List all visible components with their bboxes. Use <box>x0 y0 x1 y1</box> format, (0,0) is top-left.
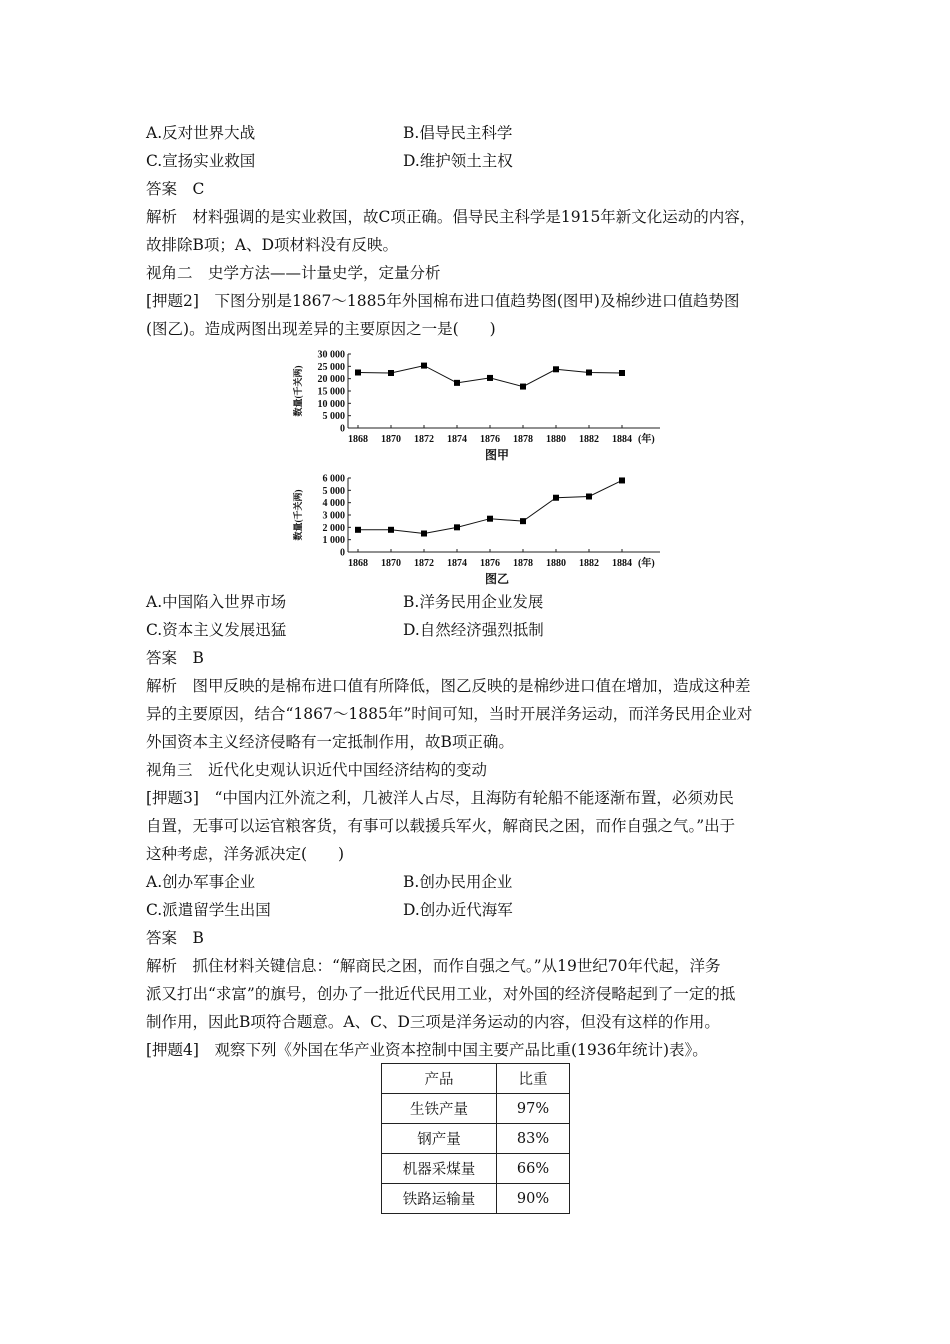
q3-stem-line: 这种考虑，洋务派决定( ) <box>146 845 345 863</box>
y-axis-label: 数量(千关两) <box>293 365 303 417</box>
table-row <box>382 1094 570 1124</box>
q1-analysis-line: 故排除B项；A、D项材料没有反映。 <box>146 236 399 254</box>
data-point <box>355 527 361 533</box>
q4-stem: [押题4] 观察下列《外国在华产业资本控制中国主要产品比重(1936年统计)表》。 <box>146 1041 708 1059</box>
table-header-cell: 产品 <box>382 1064 497 1094</box>
data-point <box>619 477 625 483</box>
chart-yi-svg <box>285 470 685 586</box>
data-point <box>586 370 592 376</box>
data-point <box>553 366 559 372</box>
table-cell-product: 机器采煤量 <box>382 1154 497 1184</box>
data-point <box>388 370 394 376</box>
data-point <box>586 494 592 500</box>
q2-analysis-line: 解析 图甲反映的是棉布进口值有所降低，图乙反映的是棉纱进口值在增加，造成这种差 <box>146 677 751 695</box>
table-header-cell: 比重 <box>497 1064 570 1094</box>
data-point <box>421 531 427 537</box>
x-tick-label: 1872 <box>414 558 434 569</box>
x-tick-label: 1876 <box>480 558 500 569</box>
y-tick-label: 4 000 <box>322 498 345 510</box>
q1-option-d: D.维护领土主权 <box>403 152 513 170</box>
data-point <box>487 375 493 381</box>
table-cell-share: 97% <box>497 1094 570 1124</box>
x-tick-label: 1880 <box>546 558 566 569</box>
q3-option-d: D.创办近代海军 <box>403 901 513 919</box>
data-point <box>520 384 526 390</box>
data-point <box>487 516 493 522</box>
chart-jia <box>285 346 685 462</box>
q3-stem-line: [押题3] “中国内江外流之利，几被洋人占尽，且海防有轮船不能逐渐布置，必须劝民 <box>146 789 734 807</box>
q3-option-b: B.创办民用企业 <box>403 873 513 891</box>
x-tick-label: 1884 <box>612 558 632 569</box>
data-point <box>553 495 559 501</box>
q3-stem-line: 自置，无事可以运官粮客货，有事可以载援兵军火，解商民之困，而作自强之气。”出于 <box>146 817 736 835</box>
x-tick-label: 1874 <box>447 434 467 445</box>
q3-analysis-line: 派又打出“求富”的旗号，创办了一批近代民用工业，对外国的经济侵略起到了一定的抵 <box>146 985 736 1003</box>
x-tick-label: 1878 <box>513 434 533 445</box>
data-point <box>388 527 394 533</box>
data-point <box>454 524 460 530</box>
q3-analysis-line: 解析 抓住材料关键信息：“解商民之困，而作自强之气。”从19世纪70年代起，洋务 <box>146 957 721 975</box>
q2-stem-line: (图乙)。造成两图出现差异的主要原因之一是( ) <box>146 320 496 338</box>
series-line <box>358 480 622 533</box>
table-cell-product: 生铁产量 <box>382 1094 497 1124</box>
table-cell-share: 90% <box>497 1184 570 1214</box>
table-row <box>382 1124 570 1154</box>
chart-title: 图甲 <box>484 448 510 462</box>
y-tick-label: 0 <box>340 547 345 559</box>
y-tick-label: 2 000 <box>322 522 345 534</box>
q3-analysis-line: 制作用，因此B项符合题意。A、C、D三项是洋务运动的内容，但没有这样的作用。 <box>146 1013 720 1031</box>
table-cell-share: 83% <box>497 1124 570 1154</box>
q2-answer: 答案 B <box>146 649 204 667</box>
table-cell-share: 66% <box>497 1154 570 1184</box>
q4-table <box>381 1063 570 1214</box>
table-cell-product: 铁路运输量 <box>382 1184 497 1214</box>
data-point <box>619 370 625 376</box>
y-tick-label: 5 000 <box>322 411 345 423</box>
q2-option-b: B.洋务民用企业发展 <box>403 593 544 611</box>
data-point <box>421 363 427 369</box>
q1-option-b: B.倡导民主科学 <box>403 124 513 142</box>
y-tick-label: 15 000 <box>317 386 345 398</box>
q1-option-c: C.宣扬实业救国 <box>146 152 256 170</box>
data-point <box>454 380 460 386</box>
y-tick-label: 20 000 <box>317 374 345 386</box>
y-tick-label: 6 000 <box>322 473 345 485</box>
q3-option-c: C.派遣留学生出国 <box>146 901 271 919</box>
y-tick-label: 10 000 <box>317 398 345 410</box>
x-tick-label: 1874 <box>447 558 467 569</box>
y-tick-label: 3 000 <box>322 510 345 522</box>
x-tick-label: 1872 <box>414 434 434 445</box>
y-tick-label: 30 000 <box>317 349 345 361</box>
table-row <box>382 1184 570 1214</box>
chart-title: 图乙 <box>484 572 510 586</box>
q1-option-a: A.反对世界大战 <box>146 124 256 142</box>
data-point <box>355 370 361 376</box>
q2-analysis-line: 外国资本主义经济侵略有一定抵制作用，故B项正确。 <box>146 733 514 751</box>
q3-option-a: A.创办军事企业 <box>146 873 256 891</box>
x-tick-label: 1882 <box>579 434 599 445</box>
x-tick-label: 1870 <box>381 434 401 445</box>
x-tick-label: 1878 <box>513 558 533 569</box>
x-tick-label: 1884 <box>612 434 632 445</box>
y-tick-label: 0 <box>340 423 345 435</box>
data-point <box>520 518 526 524</box>
x-tick-label: 1870 <box>381 558 401 569</box>
q2-analysis-line: 异的主要原因，结合“1867～1885年”时间可知，当时开展洋务运动，而洋务民用企业对 <box>146 705 753 723</box>
section-heading-2: 视角二 史学方法——计量史学，定量分析 <box>146 264 441 282</box>
x-axis-label: (年) <box>638 434 655 445</box>
table-header-row <box>382 1064 570 1094</box>
x-axis-label: (年) <box>638 558 655 569</box>
y-axis-label: 数量(千关两) <box>293 489 303 541</box>
chart-jia-svg <box>285 346 685 462</box>
q1-answer: 答案 C <box>146 180 205 198</box>
section-heading-3: 视角三 近代化史观认识近代中国经济结构的变动 <box>146 761 488 779</box>
q3-answer: 答案 B <box>146 929 204 947</box>
table-row <box>382 1154 570 1184</box>
x-tick-label: 1880 <box>546 434 566 445</box>
y-tick-label: 5 000 <box>322 485 345 497</box>
y-tick-label: 1 000 <box>322 535 345 547</box>
chart-yi <box>285 470 685 586</box>
x-tick-label: 1868 <box>348 434 368 445</box>
q2-stem-line: [押题2] 下图分别是1867～1885年外国棉布进口值趋势图(图甲)及棉纱进口值趋势图 <box>146 292 740 310</box>
x-tick-label: 1882 <box>579 558 599 569</box>
q2-option-a: A.中国陷入世界市场 <box>146 593 287 611</box>
y-tick-label: 25 000 <box>317 361 345 373</box>
q1-analysis-line: 解析 材料强调的是实业救国，故C项正确。倡导民主科学是1915年新文化运动的内容， <box>146 208 756 226</box>
x-tick-label: 1876 <box>480 434 500 445</box>
q2-option-d: D.自然经济强烈抵制 <box>403 621 544 639</box>
table-cell-product: 钢产量 <box>382 1124 497 1154</box>
x-tick-label: 1868 <box>348 558 368 569</box>
q2-option-c: C.资本主义发展迅猛 <box>146 621 287 639</box>
